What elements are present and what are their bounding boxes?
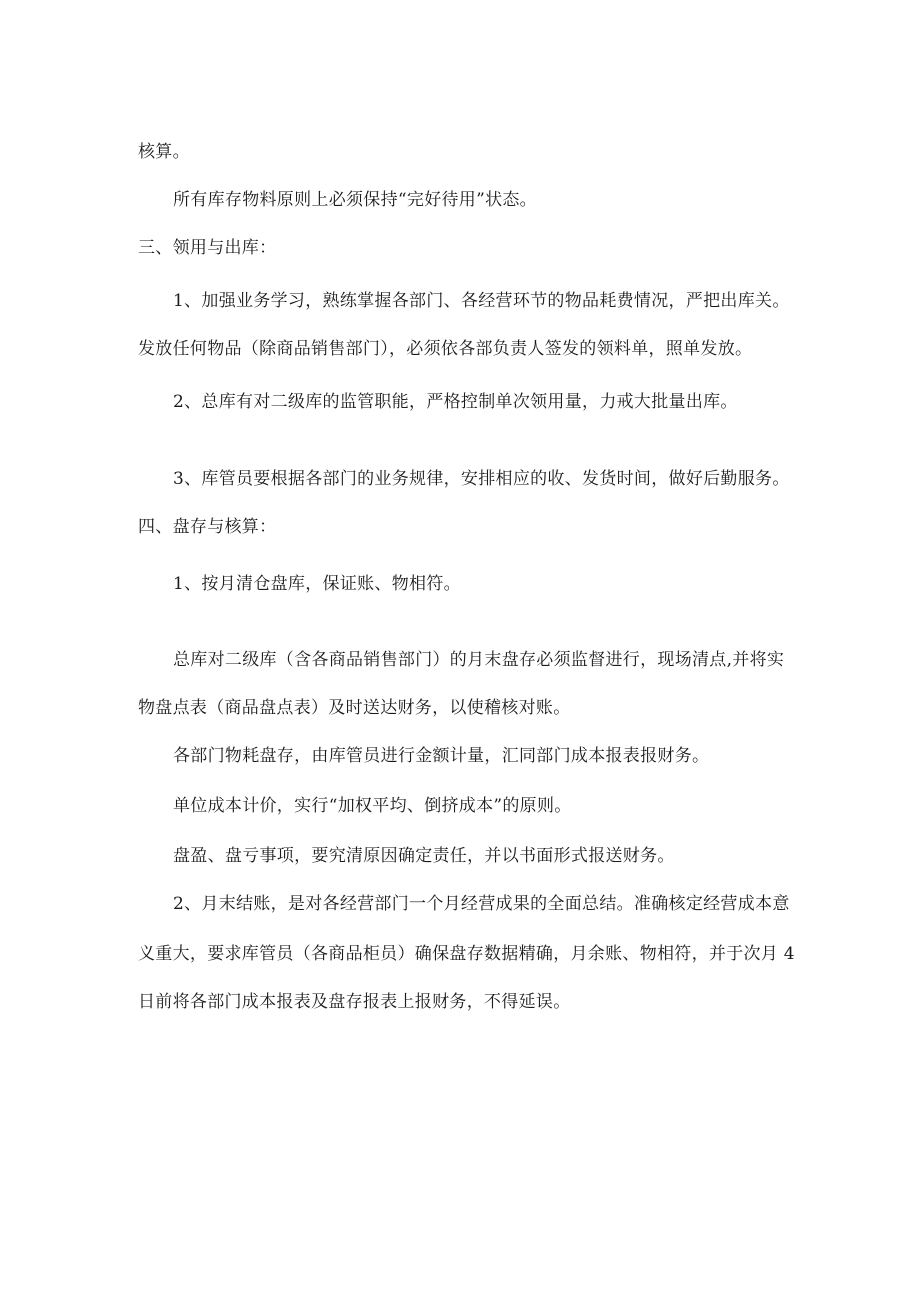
text-line: 物盘点表（商品盘点表）及时送达财务，以使稽核对账。 bbox=[138, 698, 571, 718]
text-line: 核算。 bbox=[138, 142, 190, 162]
text-line: 盘盈、盘亏事项，要究清原因确定责任，并以书面形式报送财务。 bbox=[173, 846, 675, 866]
text-line: 义重大，要求库管员（各商品柜员）确保盘存数据精确，月余账、物相符，并于次月 4 bbox=[138, 944, 795, 964]
text-line: 各部门物耗盘存，由库管员进行金额计量，汇同部门成本报表报财务。 bbox=[173, 746, 710, 766]
text-line: 发放任何物品（除商品销售部门），必须依各部负责人签发的领料单，照单发放。 bbox=[138, 339, 753, 359]
text-line: 总库对二级库（含各商品销售部门）的月末盘存必须监督进行，现场清点,并将实 bbox=[173, 650, 785, 670]
text-line: 所有库存物料原则上必须保持“完好待用”状态。 bbox=[173, 190, 537, 210]
text-line: 2、月末结账，是对各经营部门一个月经营成果的全面总结。准确核定经营成本意 bbox=[173, 894, 790, 914]
text-line: 1、加强业务学习，熟练掌握各部门、各经营环节的物品耗费情况，严把出库关。 bbox=[173, 291, 790, 311]
text-line: 3、库管员要根据各部门的业务规律，安排相应的收、发货时间，做好后勤服务。 bbox=[173, 469, 790, 489]
section-heading: 三、领用与出库： bbox=[138, 238, 277, 258]
text-line: 日前将各部门成本报表及盘存报表上报财务，不得延误。 bbox=[138, 992, 571, 1012]
section-heading: 四、盘存与核算： bbox=[138, 517, 277, 537]
text-line: 2、总库有对二级库的监管职能，严格控制单次领用量，力戒大批量出库。 bbox=[173, 392, 738, 412]
text-line: 1、按月清仓盘库，保证账、物相符。 bbox=[173, 574, 461, 594]
text-line: 单位成本计价，实行“加权平均、倒挤成本”的原则。 bbox=[173, 796, 572, 816]
